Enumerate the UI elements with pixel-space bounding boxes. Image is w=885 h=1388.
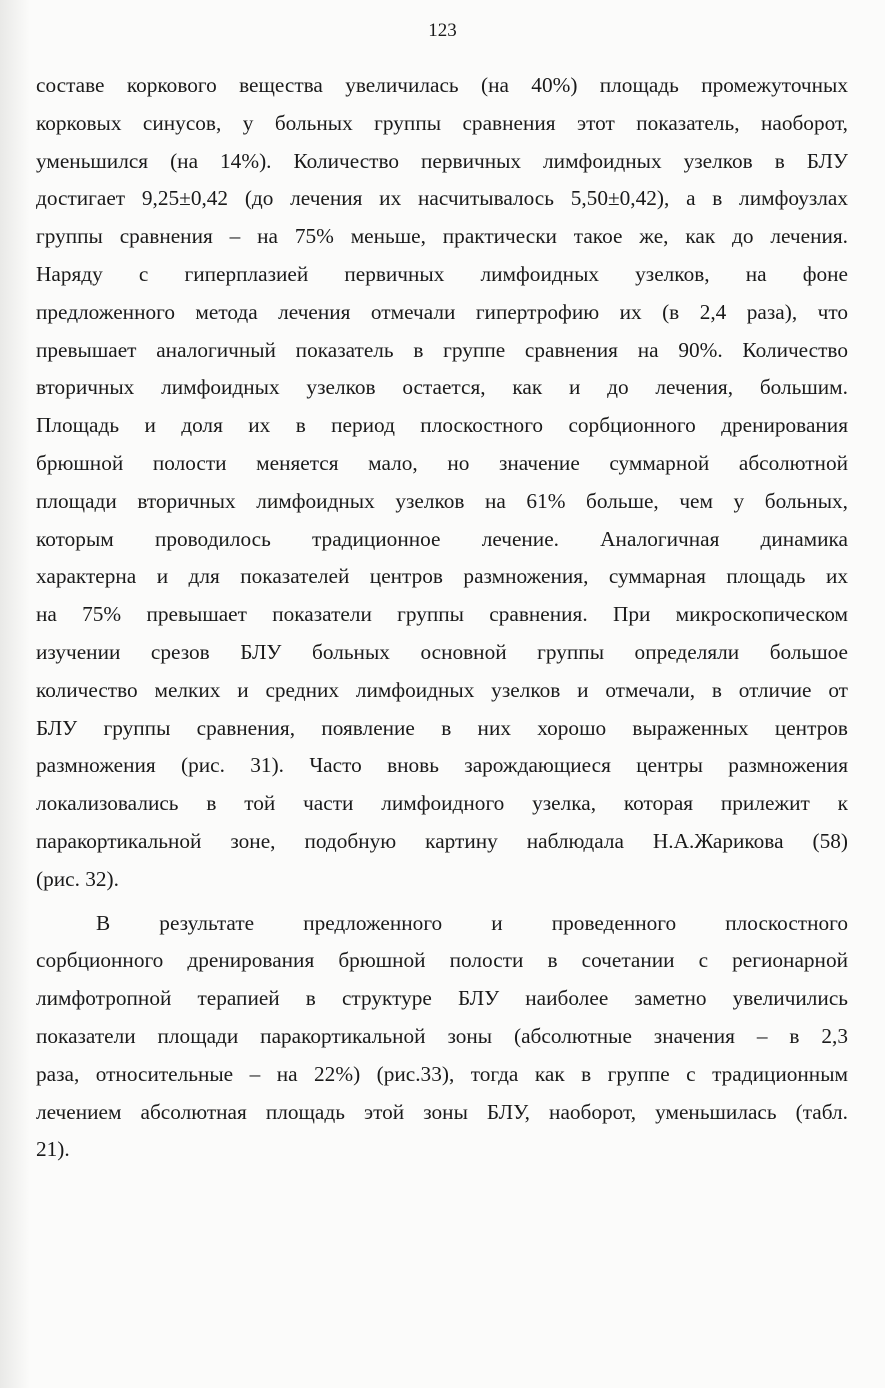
text-line: группы сравнения – на 75% меньше, практически такое же, как до лечения. xyxy=(36,224,848,249)
text-line: паракортикальной зоне, подобную картину наблюдала Н.А.Жарикова (58) xyxy=(36,828,848,853)
text-line: корковых синусов, у больных группы сравнения этот показатель, наоборот, xyxy=(36,110,848,135)
text-line: площади вторичных лимфоидных узелков на 61% больше, чем у больных, xyxy=(36,488,848,513)
paragraph-1 xyxy=(36,67,848,899)
text-line: Площадь и доля их в период плоскостного сорбционного дренирования xyxy=(36,413,848,438)
text-line: уменьшился (на 14%). Количество первичных лимфоидных узелков в БЛУ xyxy=(36,148,848,173)
text-line: В результате предложенного и проведенного плоскостного xyxy=(96,910,848,935)
text-line: сорбционного дренирования брюшной полости в сочетании с регионарной xyxy=(36,948,848,973)
text-line: (рис. 32). xyxy=(36,866,119,891)
text-line: количество мелких и средних лимфоидных узелков и отмечали, в отличие от xyxy=(36,677,848,702)
text-line: превышает аналогичный показатель в группе сравнения на 90%. Количество xyxy=(36,337,848,362)
scan-edge-shadow xyxy=(0,0,30,1388)
text-line: характерна и для показателей центров размножения, суммарная площадь их xyxy=(36,564,848,589)
text-line: вторичных лимфоидных узелков остается, как и до лечения, большим. xyxy=(36,375,848,400)
text-line: брюшной полости меняется мало, но значение суммарной абсолютной xyxy=(36,450,848,475)
text-line: составе коркового вещества увеличилась (на 40%) площадь промежуточных xyxy=(36,73,848,97)
text-line: БЛУ группы сравнения, появление в них хорошо выраженных центров xyxy=(36,715,848,740)
text-line: Наряду с гиперплазией первичных лимфоидных узелков, на фоне xyxy=(36,261,848,286)
text-line: лечением абсолютная площадь этой зоны БЛУ, наоборот, уменьшилась (табл. xyxy=(36,1099,848,1124)
text-line: раза, относительные – на 22%) (рис.33), тогда как в группе с традиционным xyxy=(36,1061,848,1086)
text-line: изучении срезов БЛУ больных основной группы определяли большое xyxy=(36,639,848,664)
body-text xyxy=(36,67,848,1169)
text-line: которым проводилось традиционное лечение. Аналогичная динамика xyxy=(36,526,848,551)
text-line: достигает 9,25±0,42 (до лечения их насчитывалось 5,50±0,42), а в лимфоузлах xyxy=(36,186,848,211)
text-line: лимфотропной терапией в структуре БЛУ наиболее заметно увеличились xyxy=(36,986,848,1011)
page-number: 123 xyxy=(428,20,457,41)
text-line: локализовались в той части лимфоидного узелка, которая прилежит к xyxy=(36,791,848,816)
text-line: на 75% превышает показатели группы сравнения. При микроскопическом xyxy=(36,602,848,627)
text-line: 21). xyxy=(36,1137,70,1162)
text-line: размножения (рис. 31). Часто вновь зарождающиеся центры размножения xyxy=(36,753,848,778)
text-line: показатели площади паракортикальной зоны (абсолютные значения – в 2,3 xyxy=(36,1023,848,1048)
text-line: предложенного метода лечения отмечали гипертрофию их (в 2,4 раза), что xyxy=(36,299,848,324)
paragraph-2 xyxy=(36,905,848,1170)
